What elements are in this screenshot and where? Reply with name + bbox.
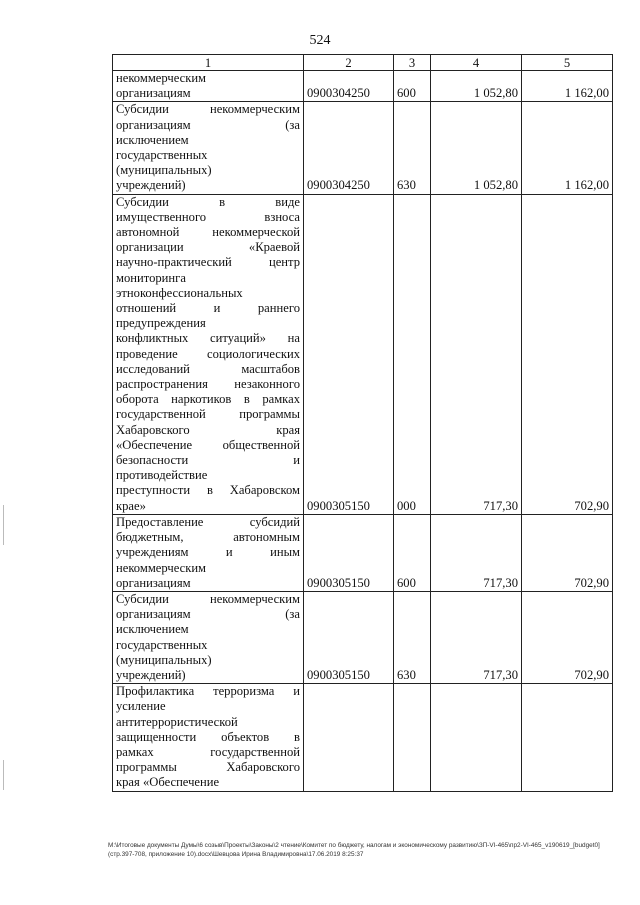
row-type-cell: 000: [394, 194, 431, 514]
row-name-cell: [113, 194, 304, 514]
row-name-line: антитеррористической: [116, 714, 238, 729]
row-code-cell: 0900305150: [304, 514, 394, 591]
row-name-line: защищенности объектов в: [116, 729, 300, 744]
row-name-line: усиление: [116, 699, 166, 714]
row-type-cell: 630: [394, 102, 431, 194]
row-name-line: организации «Краевой: [116, 240, 300, 255]
row-code-cell: 0900304250: [304, 102, 394, 194]
row-name-line: проведение социологических: [116, 346, 300, 361]
row-name-line: Профилактика терроризма и: [116, 684, 300, 699]
table-row: [113, 514, 613, 591]
row-value-col5: 702,90: [522, 591, 613, 683]
margin-mark: [3, 760, 4, 790]
row-name-line: исследований масштабов: [116, 361, 300, 376]
row-name-line: противодействие: [116, 468, 208, 483]
row-name-line: Предоставление субсидий: [116, 514, 300, 529]
row-value-col4: [431, 684, 522, 791]
row-name-line: преступности в Хабаровском: [116, 483, 300, 498]
budget-table: [112, 54, 613, 792]
column-header: 5: [522, 55, 613, 71]
row-name-line: безопасности и: [116, 453, 300, 468]
row-code-cell: 0900305150: [304, 194, 394, 514]
row-code-cell: 0900304250: [304, 71, 394, 102]
row-type-cell: 630: [394, 591, 431, 683]
row-name-cell: [113, 591, 304, 683]
table-row: [113, 684, 613, 791]
row-name-line: государственной программы: [116, 407, 300, 422]
column-header: 1: [113, 55, 304, 71]
table-row: [113, 194, 613, 514]
row-value-col5: 1 162,00: [522, 102, 613, 194]
row-name-line: отношений и раннего: [116, 301, 300, 316]
row-name-line: программы Хабаровского: [116, 760, 300, 775]
row-name-line: Субсидии некоммерческим: [116, 102, 300, 117]
row-name-line: исключением: [116, 132, 189, 147]
row-name-line: «Обеспечение общественной: [116, 437, 300, 452]
row-code-cell: 0900305150: [304, 591, 394, 683]
row-name-line: учреждений): [116, 667, 186, 682]
row-value-col5: 702,90: [522, 194, 613, 514]
row-name-line: некоммерческим: [116, 560, 207, 575]
row-name-cell: [113, 684, 304, 791]
row-type-cell: 600: [394, 514, 431, 591]
column-header: 4: [431, 55, 522, 71]
row-name-line: автономной некоммерческой: [116, 225, 300, 240]
row-name-line: крае»: [116, 498, 146, 513]
row-name-line: организациям: [116, 86, 191, 101]
row-name-line: (муниципальных): [116, 652, 212, 667]
row-name-cell: [113, 71, 304, 102]
row-name-line: Хабаровского края: [116, 422, 300, 437]
row-name-line: имущественного взноса: [116, 209, 300, 224]
row-name-line: учреждениям и иным: [116, 545, 300, 560]
table-header-row: [113, 55, 613, 71]
row-value-col5: 1 162,00: [522, 71, 613, 102]
row-value-col4: 1 052,80: [431, 102, 522, 194]
row-value-col4: 1 052,80: [431, 71, 522, 102]
row-type-cell: 600: [394, 71, 431, 102]
row-value-col4: 717,30: [431, 591, 522, 683]
row-name-line: Субсидии в виде: [116, 194, 300, 209]
row-name-line: организациям (за: [116, 117, 300, 132]
row-name-line: конфликтных ситуаций» на: [116, 331, 300, 346]
row-name-line: учреждений): [116, 178, 186, 193]
row-name-line: оборота наркотиков в рамках: [116, 392, 300, 407]
table-row: [113, 591, 613, 683]
row-name-line: государственных: [116, 637, 208, 652]
row-name-line: государственных: [116, 148, 208, 163]
row-name-line: некоммерческим: [116, 71, 207, 85]
row-name-cell: [113, 514, 304, 591]
row-name-line: (муниципальных): [116, 163, 212, 178]
row-value-col4: 717,30: [431, 514, 522, 591]
column-header: 3: [394, 55, 431, 71]
row-name-line: распространения незаконного: [116, 377, 300, 392]
row-value-col5: [522, 684, 613, 791]
table-row: [113, 71, 613, 102]
table-row: [113, 102, 613, 194]
row-name-line: рамках государственной: [116, 744, 300, 759]
row-name-line: мониторинга: [116, 270, 186, 285]
row-name-line: организациям: [116, 575, 191, 590]
row-name-line: Субсидии некоммерческим: [116, 591, 300, 606]
row-name-line: края «Обеспечение: [116, 775, 220, 790]
margin-mark: [3, 505, 4, 545]
page-number: 524: [309, 33, 331, 48]
column-header: 2: [304, 55, 394, 71]
row-value-col5: 702,90: [522, 514, 613, 591]
row-name-line: исключением: [116, 622, 189, 637]
row-name-line: предупреждения: [116, 316, 206, 331]
row-name-line: бюджетным, автономным: [116, 530, 300, 545]
row-name-line: этноконфессиональных: [116, 285, 243, 300]
row-type-cell: [394, 684, 431, 791]
file-path-footer: М:\Итоговые документы Думы\6 созыв\Проекты\Законы\2 чтение\Комитет по бюджету, налогам и экономическому развитию\ЗП-VI-465\пр2-VI-465_v190619_[budget0] (стр.397-708, приложение 10).docx\Шевцова Ирина Владимировна\17.06.2019 8:25:37: [108, 842, 600, 858]
row-code-cell: [304, 684, 394, 791]
row-name-line: научно-практический центр: [116, 255, 300, 270]
row-name-cell: [113, 102, 304, 194]
row-name-line: организациям (за: [116, 607, 300, 622]
row-value-col4: 717,30: [431, 194, 522, 514]
